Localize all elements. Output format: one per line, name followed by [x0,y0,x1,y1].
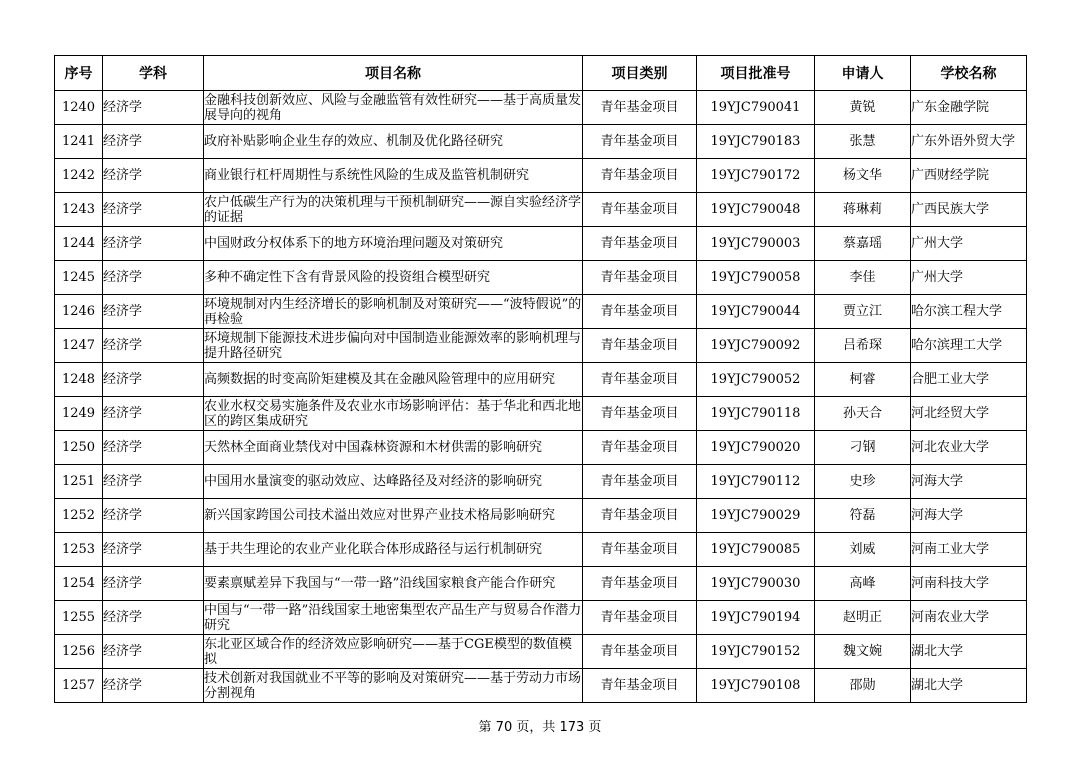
project-name-cell: 环境规制下能源技术进步偏向对中国制造业能源效率的影响机理与提升路径研究 [204,330,582,361]
applicant-cell: 邵勋 [815,669,911,703]
applicant-cell: 张慧 [815,125,911,159]
applicant-cell: 史珍 [815,465,911,499]
approval-number-cell: 19YJC790020 [697,431,815,465]
subject-cell: 经济学 [103,601,204,635]
header-index: 序号 [55,56,103,91]
index-cell: 1247 [55,329,103,363]
table-row [55,329,1027,363]
school-cell: 湖北大学 [911,669,1027,703]
subject-cell: 经济学 [103,431,204,465]
category-cell: 青年基金项目 [583,465,697,499]
subject-cell: 经济学 [103,363,204,397]
table-row [55,227,1027,261]
approval-number-cell: 19YJC790085 [697,533,815,567]
table-row [55,601,1027,635]
index-cell: 1251 [55,465,103,499]
project-name-cell: 中国财政分权体系下的地方环境治理问题及对策研究 [204,227,583,261]
table-row [55,533,1027,567]
school-cell: 广州大学 [911,261,1027,295]
table-row [55,499,1027,533]
table-row [55,397,1027,431]
index-cell: 1249 [55,397,103,431]
school-cell: 哈尔滨理工大学 [911,329,1027,363]
applicant-cell: 贾立江 [815,295,911,329]
project-name-cell: 环境规制对内生经济增长的影响机制及对策研究——“波特假说”的再检验 [204,296,582,327]
approval-number-cell: 19YJC790092 [697,329,815,363]
index-cell: 1250 [55,431,103,465]
approval-number-cell: 19YJC790052 [697,363,815,397]
category-cell: 青年基金项目 [583,159,697,193]
applicant-cell: 刁钢 [815,431,911,465]
applicant-cell: 蒋琳莉 [815,193,911,227]
category-cell: 青年基金项目 [583,125,697,159]
project-name-cell: 商业银行杠杆周期性与系统性风险的生成及监管机制研究 [204,159,583,193]
index-cell: 1244 [55,227,103,261]
approval-number-cell: 19YJC790118 [697,397,815,431]
category-cell: 青年基金项目 [583,567,697,601]
project-name-cell: 要素禀赋差异下我国与“一带一路”沿线国家粮食产能合作研究 [204,567,583,601]
project-name-cell: 基于共生理论的农业产业化联合体形成路径与运行机制研究 [204,533,583,567]
subject-cell: 经济学 [103,329,204,363]
project-name-cell: 中国与“一带一路”沿线国家土地密集型农产品生产与贸易合作潜力研究 [204,602,582,633]
school-cell: 河北经贸大学 [911,397,1027,431]
school-cell: 河南科技大学 [911,567,1027,601]
table-row [55,363,1027,397]
index-cell: 1241 [55,125,103,159]
index-cell: 1257 [55,669,103,703]
subject-cell: 经济学 [103,91,204,125]
subject-cell: 经济学 [103,295,204,329]
index-cell: 1256 [55,635,103,669]
school-cell: 河海大学 [911,465,1027,499]
table-row [55,295,1027,329]
subject-cell: 经济学 [103,193,204,227]
index-cell: 1254 [55,567,103,601]
subject-cell: 经济学 [103,499,204,533]
index-cell: 1242 [55,159,103,193]
header-school: 学校名称 [911,56,1027,91]
project-name-cell: 高频数据的时变高阶矩建模及其在金融风险管理中的应用研究 [204,363,583,397]
project-name-cell: 东北亚区域合作的经济效应影响研究——基于CGE模型的数值模拟 [204,635,583,669]
category-cell: 青年基金项目 [583,91,697,125]
applicant-cell: 刘威 [815,533,911,567]
subject-cell: 经济学 [103,125,204,159]
page-footer: 第 70 页，共 173 页 [478,720,602,735]
project-name-cell: 中国用水量演变的驱动效应、达峰路径及对经济的影响研究 [204,465,583,499]
category-cell: 青年基金项目 [583,363,697,397]
index-cell: 1253 [55,533,103,567]
category-cell: 青年基金项目 [583,295,697,329]
subject-cell: 经济学 [103,397,204,431]
school-cell: 河海大学 [911,499,1027,533]
school-cell: 广西民族大学 [911,193,1027,227]
school-cell: 广州大学 [911,227,1027,261]
project-name-cell: 政府补贴影响企业生存的效应、机制及优化路径研究 [204,125,583,159]
table-row [55,91,1027,125]
subject-cell: 经济学 [103,567,204,601]
school-cell: 合肥工业大学 [911,363,1027,397]
category-cell: 青年基金项目 [583,261,697,295]
subject-cell: 经济学 [103,159,204,193]
approval-number-cell: 19YJC790152 [697,635,815,669]
school-cell: 河南农业大学 [911,601,1027,635]
project-name-cell: 农户低碳生产行为的决策机理与干预机制研究——源自实验经济学的证据 [204,194,582,225]
index-cell: 1240 [55,91,103,125]
category-cell: 青年基金项目 [583,431,697,465]
project-name-cell: 金融科技创新效应、风险与金融监管有效性研究——基于高质量发展导向的视角 [204,92,582,123]
index-cell: 1245 [55,261,103,295]
applicant-cell: 吕希琛 [815,329,911,363]
index-cell: 1246 [55,295,103,329]
category-cell: 青年基金项目 [583,329,697,363]
category-cell: 青年基金项目 [583,635,697,669]
header-row [55,56,1027,91]
applicant-cell: 高峰 [815,567,911,601]
project-name-cell: 天然林全面商业禁伐对中国森林资源和木材供需的影响研究 [204,431,583,465]
header-applicant: 申请人 [815,56,911,91]
applicant-cell: 赵明正 [815,601,911,635]
table-row [55,635,1027,669]
approval-number-cell: 19YJC790058 [697,261,815,295]
applicant-cell: 杨文华 [815,159,911,193]
approval-number-cell: 19YJC790172 [697,159,815,193]
project-name-cell: 多种不确定性下含有背景风险的投资组合模型研究 [204,261,583,295]
approval-number-cell: 19YJC790003 [697,227,815,261]
category-cell: 青年基金项目 [583,227,697,261]
header-approval-number: 项目批准号 [697,56,815,91]
subject-cell: 经济学 [103,533,204,567]
table-row [55,431,1027,465]
table-row [55,159,1027,193]
project-name-cell: 农业水权交易实施条件及农业水市场影响评估：基于华北和西北地区的跨区集成研究 [204,398,582,429]
table-row [55,669,1027,703]
index-cell: 1243 [55,193,103,227]
table-row [55,261,1027,295]
school-cell: 广西财经学院 [911,159,1027,193]
table-row [55,193,1027,227]
applicant-cell: 魏文婉 [815,635,911,669]
index-cell: 1248 [55,363,103,397]
subject-cell: 经济学 [103,261,204,295]
header-category: 项目类别 [583,56,697,91]
approval-number-cell: 19YJC790029 [697,499,815,533]
applicant-cell: 柯睿 [815,363,911,397]
applicant-cell: 符磊 [815,499,911,533]
table-row [55,465,1027,499]
applicant-cell: 孙天合 [815,397,911,431]
approval-number-cell: 19YJC790108 [697,669,815,703]
approval-number-cell: 19YJC790048 [697,193,815,227]
applicant-cell: 黄锐 [815,91,911,125]
index-cell: 1255 [55,601,103,635]
school-cell: 广东金融学院 [911,91,1027,125]
subject-cell: 经济学 [103,227,204,261]
school-cell: 广东外语外贸大学 [911,125,1027,159]
school-cell: 河北农业大学 [911,431,1027,465]
approval-number-cell: 19YJC790044 [697,295,815,329]
index-cell: 1252 [55,499,103,533]
project-name-cell: 新兴国家跨国公司技术溢出效应对世界产业技术格局影响研究 [204,499,583,533]
approval-number-cell: 19YJC790030 [697,567,815,601]
project-table [54,55,1027,703]
approval-number-cell: 19YJC790112 [697,465,815,499]
school-cell: 湖北大学 [911,635,1027,669]
applicant-cell: 李佳 [815,261,911,295]
approval-number-cell: 19YJC790183 [697,125,815,159]
school-cell: 河南工业大学 [911,533,1027,567]
table-row [55,125,1027,159]
project-name-cell: 技术创新对我国就业不平等的影响及对策研究——基于劳动力市场分割视角 [204,670,582,701]
category-cell: 青年基金项目 [583,601,697,635]
applicant-cell: 蔡嘉瑶 [815,227,911,261]
subject-cell: 经济学 [103,669,204,703]
approval-number-cell: 19YJC790041 [697,91,815,125]
header-project-name: 项目名称 [204,56,583,91]
approval-number-cell: 19YJC790194 [697,601,815,635]
school-cell: 哈尔滨工程大学 [911,295,1027,329]
subject-cell: 经济学 [103,465,204,499]
category-cell: 青年基金项目 [583,533,697,567]
table-row [55,567,1027,601]
category-cell: 青年基金项目 [583,499,697,533]
category-cell: 青年基金项目 [583,397,697,431]
category-cell: 青年基金项目 [583,193,697,227]
subject-cell: 经济学 [103,635,204,669]
header-subject: 学科 [103,56,204,91]
category-cell: 青年基金项目 [583,669,697,703]
